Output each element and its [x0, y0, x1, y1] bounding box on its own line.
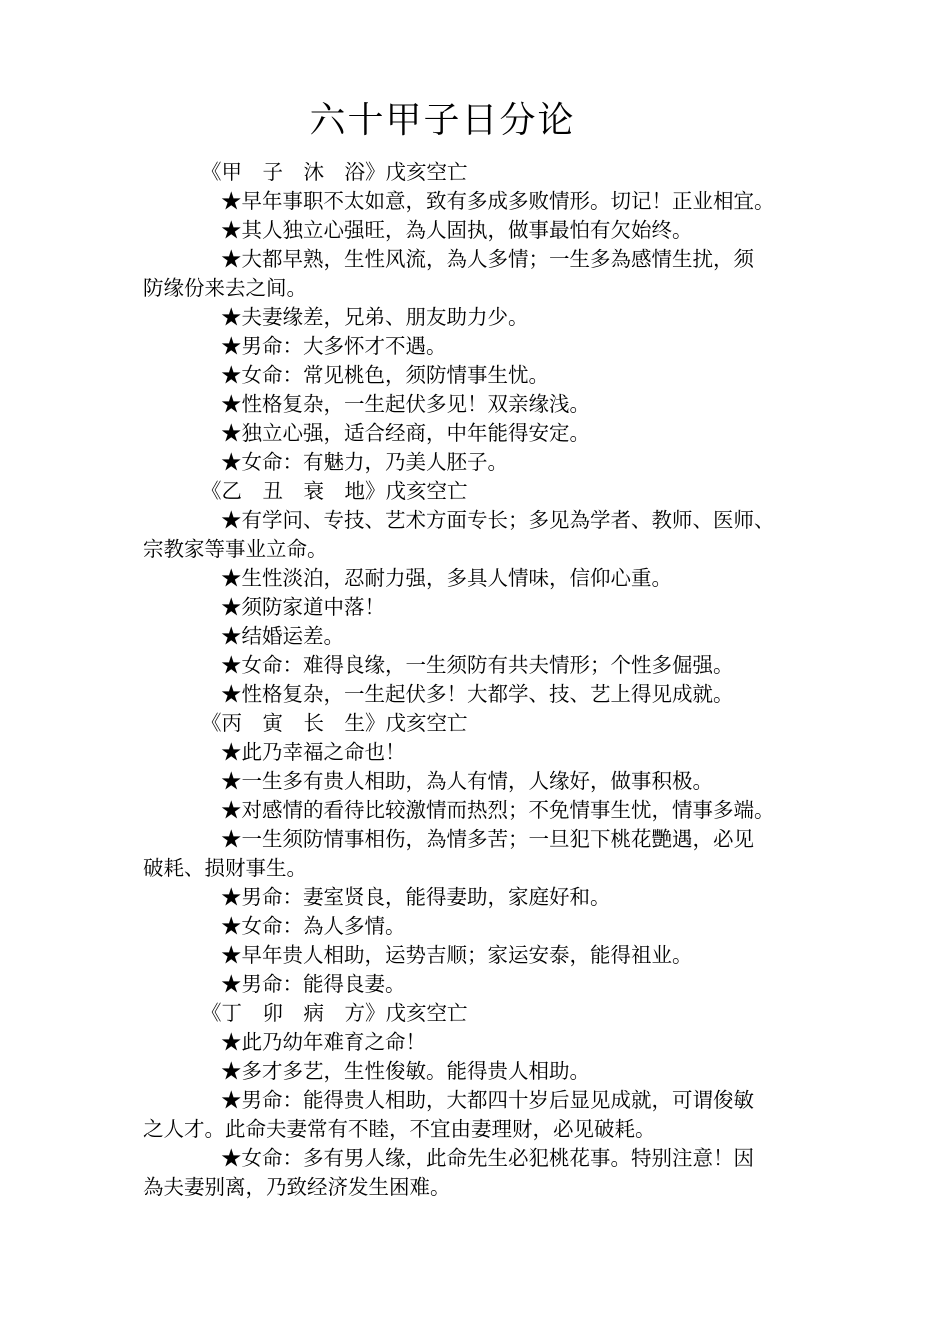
item-line: ★生性淡泊，忍耐力强，多具人情味，信仰心重。 — [221, 566, 672, 590]
item-line: ★结婚运差。 — [221, 624, 344, 648]
item-line: ★女命：多有男人缘，此命先生必犯桃花事。特别注意！因 — [221, 1146, 754, 1170]
item-line: ★夫妻缘差，兄弟、朋友助力少。 — [221, 305, 529, 329]
list-item — [143, 506, 813, 564]
list-item — [143, 361, 813, 390]
list-item — [143, 332, 813, 361]
list-item — [143, 593, 813, 622]
item-line: ★男命：大多怀才不遇。 — [221, 334, 447, 358]
item-line: ★此乃幼年难育之命！ — [221, 1030, 426, 1054]
list-item — [143, 651, 813, 680]
list-item — [143, 390, 813, 419]
list-item — [143, 1144, 813, 1202]
list-item — [143, 941, 813, 970]
item-line: ★多才多艺，生性俊敏。能得贵人相助。 — [221, 1059, 590, 1083]
item-line: ★男命：能得贵人相助，大都四十岁后显见成就，可谓俊敏 — [221, 1088, 754, 1112]
section-heading: 《丙 寅 长 生》戊亥空亡 — [201, 711, 468, 735]
list-item — [143, 738, 813, 767]
item-line: ★女命：难得良缘，一生须防有共夫情形；个性多倔强。 — [221, 653, 734, 677]
item-line: ★须防家道中落！ — [221, 595, 385, 619]
item-line: ★女命：常见桃色，须防情事生忧。 — [221, 363, 549, 387]
list-item — [143, 825, 813, 883]
item-line: ★一生多有贵人相助，為人有情，人缘好，做事积极。 — [221, 769, 713, 793]
item-line: ★大都早熟，生性风流，為人多情；一生多為感情生扰，须 — [221, 247, 754, 271]
section-heading: 《乙 丑 衰 地》戊亥空亡 — [201, 479, 468, 503]
list-item — [143, 970, 813, 999]
item-line: ★性格复杂，一生起伏多！大都学、技、艺上得见成就。 — [221, 682, 734, 706]
item-line: ★独立心强，适合经商，中年能得安定。 — [221, 421, 590, 445]
list-item — [143, 796, 813, 825]
item-line: ★女命：為人多情。 — [221, 914, 406, 938]
document-body — [143, 158, 813, 1202]
item-continuation: 為夫妻别离，乃致经济发生困难。 — [143, 1175, 451, 1199]
section-heading: 《甲 子 沐 浴》戊亥空亡 — [201, 160, 468, 184]
list-item — [143, 448, 813, 477]
item-line: ★对感情的看待比较激情而热烈；不免情事生忧，情事多端。 — [221, 798, 775, 822]
item-line: ★早年贵人相助，运势吉顺；家运安泰，能得祖业。 — [221, 943, 693, 967]
list-item — [143, 767, 813, 796]
item-line: ★性格复杂，一生起伏多见！双亲缘浅。 — [221, 392, 590, 416]
list-item — [143, 680, 813, 709]
list-item — [143, 303, 813, 332]
list-item — [143, 216, 813, 245]
item-line: ★男命：能得良妻。 — [221, 972, 406, 996]
item-line: ★女命：有魅力，乃美人胚子。 — [221, 450, 508, 474]
list-item — [143, 622, 813, 651]
list-item — [143, 245, 813, 303]
list-item — [143, 419, 813, 448]
item-line: ★一生须防情事相伤，為情多苦；一旦犯下桃花艷遇，必见 — [221, 827, 754, 851]
item-continuation: 破耗、损财事生。 — [143, 856, 307, 880]
item-line: ★男命：妻室贤良，能得妻助，家庭好和。 — [221, 885, 611, 909]
list-item — [143, 912, 813, 941]
list-item — [143, 187, 813, 216]
item-line: ★此乃幸福之命也！ — [221, 740, 406, 764]
item-continuation: 宗教家等事业立命。 — [143, 537, 328, 561]
item-line: ★有学问、专技、艺术方面专长；多见為学者、教师、医师、 — [221, 508, 775, 532]
list-item — [143, 883, 813, 912]
item-line: ★早年事职不太如意，致有多成多败情形。切记！正业相宜。 — [221, 189, 775, 213]
list-item — [143, 1028, 813, 1057]
list-item — [143, 1057, 813, 1086]
list-item — [143, 1086, 813, 1144]
page-title: 六十甲子日分论 — [309, 100, 576, 141]
section-heading: 《丁 卯 病 方》戊亥空亡 — [201, 1001, 468, 1025]
item-continuation: 之人才。此命夫妻常有不睦，不宜由妻理财，必见破耗。 — [143, 1117, 656, 1141]
list-item — [143, 564, 813, 593]
item-line: ★其人独立心强旺，為人固执，做事最怕有欠始终。 — [221, 218, 693, 242]
item-continuation: 防缘份来去之间。 — [143, 276, 307, 300]
